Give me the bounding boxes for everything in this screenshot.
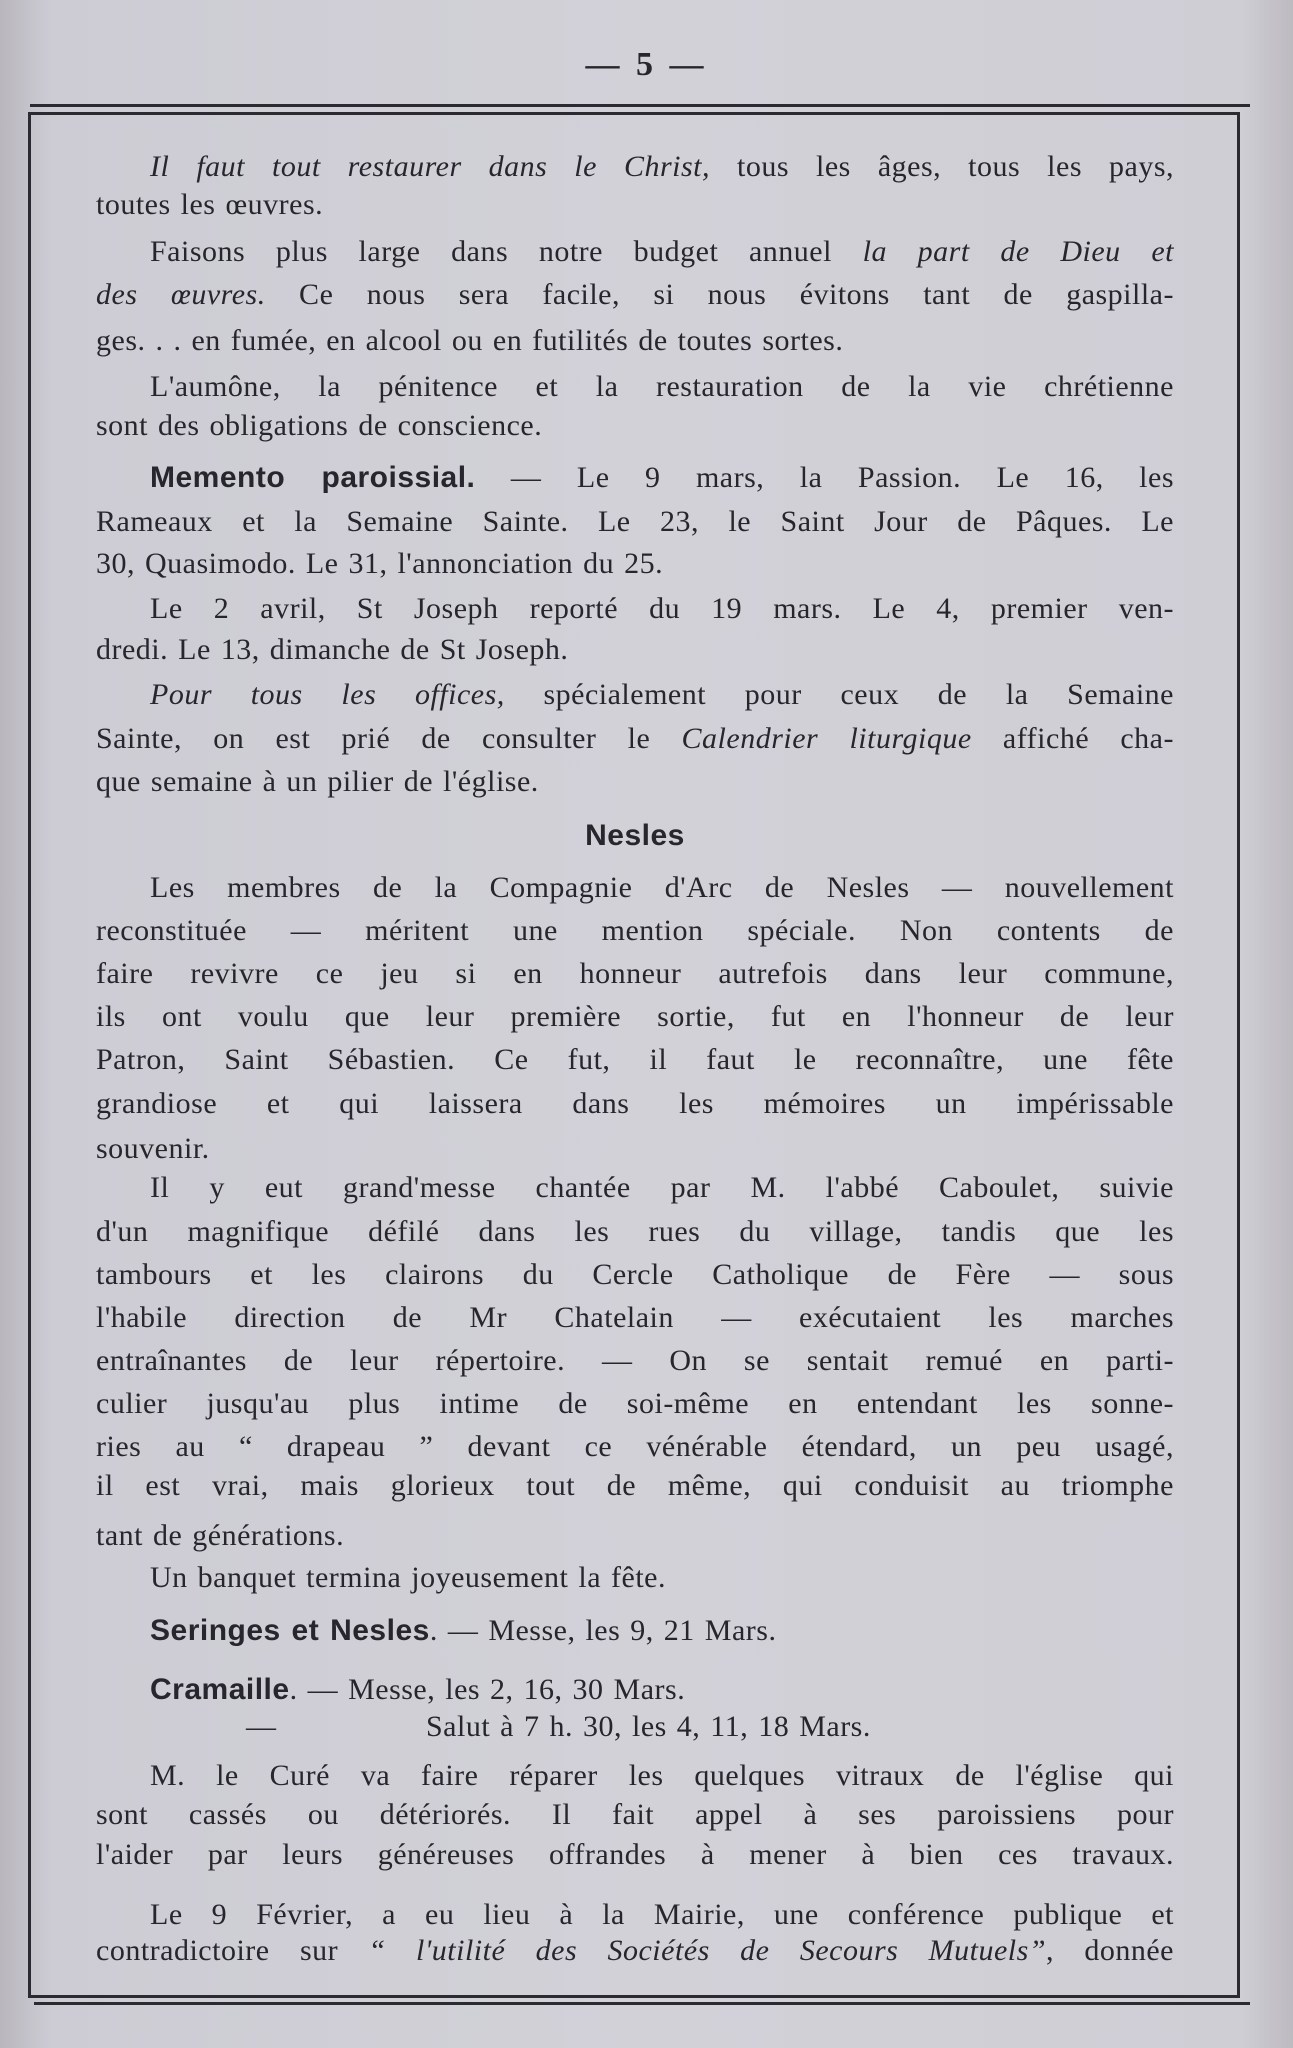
bold-heading-text: Memento paroissial.	[150, 461, 476, 494]
text-segment: tant de générations.	[96, 1519, 345, 1552]
italic-text: Pour tous les offices,	[150, 678, 505, 711]
text-line	[96, 367, 1174, 407]
text-line	[96, 458, 1174, 498]
text-line	[96, 1558, 1174, 1598]
text-segment: Les membres de la Compagnie d'Arc de Nesles — nouvellement	[150, 871, 1174, 904]
italic-text: des œuvres.	[96, 278, 266, 311]
text-line	[96, 589, 1174, 629]
text-line	[96, 185, 1174, 225]
text-line	[96, 868, 1174, 908]
text-segment: Ce nous sera facile, si nous évitons tant de gaspilla-	[265, 278, 1174, 311]
text-segment: contradictoire sur	[96, 1934, 369, 1967]
text-segment: Patron, Saint Sébastien. Ce fut, il faut le reconnaître, une fête	[96, 1043, 1174, 1076]
italic-text: la part de Dieu et	[862, 235, 1174, 268]
text-segment: Salut à 7 h. 30, les 4, 11, 18 Mars.	[426, 1710, 871, 1743]
italic-text: Calendrier liturgique	[681, 722, 972, 755]
top-rule	[30, 104, 1250, 107]
text-line	[96, 911, 1174, 951]
text-line	[96, 232, 1174, 272]
text-segment: , donnée	[1046, 1934, 1174, 1967]
text-segment: il est vrai, mais glorieux tout de même, qui conduisit au triomphe	[96, 1469, 1174, 1502]
text-segment: Nesles	[585, 819, 685, 852]
text-segment: l'aider par leurs généreuses offrandes à mener à bien ces travaux.	[96, 1838, 1174, 1871]
text-segment: Rameaux et la Semaine Sainte. Le 23, le Saint Jour de Pâques. Le	[96, 505, 1174, 538]
text-line	[96, 406, 1174, 446]
text-line	[96, 1835, 1174, 1875]
text-line	[96, 1298, 1174, 1338]
text-segment: ries au “ drapeau ” devant ce vénérable étendard, un peu usagé,	[96, 1430, 1174, 1463]
text-segment: d'un magnifique défilé dans les rues du village, tandis que les	[96, 1215, 1174, 1248]
text-segment: spécialement pour ceux de la Semaine	[504, 678, 1174, 711]
text-segment: grandiose et qui laissera dans les mémoires un impérissable	[96, 1087, 1174, 1120]
text-segment: — Le 9 mars, la Passion. Le 16, les	[475, 461, 1174, 494]
text-segment: souvenir.	[96, 1132, 210, 1165]
text-segment: sont des obligations de conscience.	[96, 409, 543, 442]
text-segment: Faisons plus large dans notre budget annuel	[150, 235, 863, 268]
text-segment: tambours et les clairons du Cercle Catholique de Fère — sous	[96, 1258, 1174, 1291]
text-line	[96, 275, 1174, 315]
text-segment: tous les âges, tous les pays,	[710, 150, 1174, 183]
text-segment: sont cassés ou détériorés. Il fait appel à ses paroissiens pour	[96, 1798, 1174, 1831]
text-line	[96, 1384, 1174, 1424]
italic-text: Il faut tout restaurer dans le Christ,	[150, 150, 710, 183]
section-heading	[96, 816, 1174, 856]
text-line	[96, 1611, 1174, 1651]
text-segment: Il y eut grand'messe chantée par M. l'abbé Caboulet, suivie	[150, 1171, 1174, 1204]
text-segment: . — Messe, les 9, 21 Mars.	[429, 1614, 777, 1647]
text-segment: faire revivre ce jeu si en honneur autrefois dans leur commune,	[96, 957, 1174, 990]
text-segment: entraînantes de leur répertoire. — On se sentait remué en parti-	[96, 1344, 1174, 1377]
text-segment: dredi. Le 13, dimanche de St Joseph.	[96, 633, 569, 666]
text-line	[96, 1212, 1174, 1252]
text-segment: ils ont voulu que leur première sortie, fut en l'honneur de leur	[96, 1000, 1174, 1033]
text-segment: que semaine à un pilier de l'église.	[96, 765, 539, 798]
text-line	[96, 675, 1174, 715]
text-segment: toutes les œuvres.	[96, 188, 324, 221]
bold-heading-text: Cramaille	[150, 1673, 290, 1706]
text-line	[96, 1895, 1174, 1935]
text-segment: —	[246, 1710, 277, 1743]
text-segment: Le 9 Février, a eu lieu à la Mairie, une conférence publique et	[150, 1898, 1174, 1931]
text-line	[96, 719, 1174, 759]
text-segment: reconstituée — méritent une mention spéciale. Non contents de	[96, 914, 1174, 947]
text-line	[96, 1084, 1174, 1124]
text-line	[96, 1931, 1174, 1971]
text-line	[96, 544, 1174, 584]
text-line	[96, 1516, 1174, 1556]
text-line	[96, 1795, 1174, 1835]
bold-heading-text: Seringes et Nesles	[150, 1614, 430, 1647]
text-line	[96, 762, 1174, 802]
text-segment: L'aumône, la pénitence et la restauration de la vie chrétienne	[150, 370, 1174, 403]
bottom-rule	[34, 2002, 1250, 2005]
text-line	[96, 1707, 1174, 1747]
text-line	[96, 321, 1174, 361]
text-line	[96, 147, 1174, 187]
text-segment: Sainte, on est prié de consulter le	[96, 722, 682, 755]
text-line	[96, 1466, 1174, 1506]
text-line	[96, 997, 1174, 1037]
text-line	[96, 502, 1174, 542]
text-segment: 30, Quasimodo. Le 31, l'annonciation du 25.	[96, 547, 664, 580]
text-line	[96, 630, 1174, 670]
text-line	[96, 1756, 1174, 1796]
text-line	[96, 1255, 1174, 1295]
text-segment: . — Messe, les 2, 16, 30 Mars.	[289, 1673, 686, 1706]
text-line	[96, 1341, 1174, 1381]
text-line	[96, 1427, 1174, 1467]
text-segment: affiché cha-	[971, 722, 1174, 755]
text-line	[96, 1129, 1174, 1169]
text-line	[96, 1040, 1174, 1080]
text-segment: Le 2 avril, St Joseph reporté du 19 mars. Le 4, premier ven-	[150, 592, 1174, 625]
text-line	[96, 1670, 1174, 1710]
text-line	[96, 1168, 1174, 1208]
text-segment: l'habile direction de Mr Chatelain — exécutaient les marches	[96, 1301, 1174, 1334]
italic-text: “ l'utilité des Sociétés de Secours Mutuels”	[368, 1934, 1046, 1967]
text-segment: ges. . . en fumée, en alcool ou en futilités de toutes sortes.	[96, 324, 844, 357]
page-number: — 5 —	[585, 46, 708, 83]
text-line	[96, 954, 1174, 994]
text-segment: Un banquet termina joyeusement la fête.	[150, 1561, 666, 1594]
text-segment: M. le Curé va faire réparer les quelques vitraux de l'église qui	[150, 1759, 1174, 1792]
text-segment: culier jusqu'au plus intime de soi-même en entendant les sonne-	[96, 1387, 1174, 1420]
